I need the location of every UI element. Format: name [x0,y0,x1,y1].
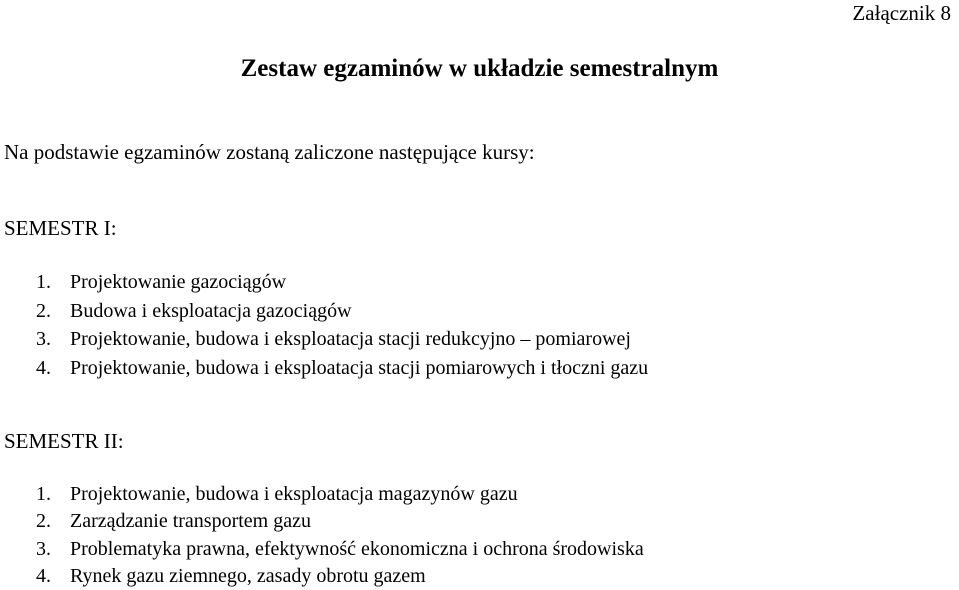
list-item-number: 2. [36,299,51,322]
intro-text: Na podstawie egzaminów zostaną zaliczone następujące kursy: [4,140,535,164]
list-item-number: 4. [36,356,51,379]
list-item-number: 4. [36,564,51,587]
course-name: Budowa i eksploatacja gazociągów [70,299,352,322]
document-title: Zestaw egzaminów w układzie semestralnym [240,55,719,82]
semester-1-heading: SEMESTR I: [4,216,117,240]
list-item-number: 1. [36,483,51,505]
course-name: Projektowanie gazociągów [70,271,287,293]
list-item [36,563,644,590]
semester-2-heading: SEMESTR II: [4,429,124,453]
semester-1-course-list [36,268,648,382]
list-item [36,268,648,297]
course-name: Projektowanie, budowa i eksploatacja magazynów gazu [70,483,518,505]
course-name: Problematyka prawna, efektywność ekonomiczna i ochrona środowiska [70,537,644,560]
list-item [36,325,648,354]
list-item [36,297,648,326]
list-item [36,508,644,535]
course-name: Projektowanie, budowa i eksploatacja stacji redukcyjno – pomiarowej [70,328,631,350]
list-item [36,481,644,508]
list-item-number: 3. [36,537,51,560]
semester-2-course-list [36,481,644,590]
course-name: Rynek gazu ziemnego, zasady obrotu gazem [70,564,426,587]
list-item [36,536,644,563]
course-name: Zarządzanie transportem gazu [70,510,311,533]
course-name: Projektowanie, budowa i eksploatacja stacji pomiarowych i tłoczni gazu [70,356,649,379]
list-item-number: 3. [36,328,51,350]
attachment-label: Załącznik 8 [852,1,951,25]
list-item-number: 2. [36,510,51,533]
list-item [36,354,648,383]
list-item-number: 1. [36,271,51,293]
